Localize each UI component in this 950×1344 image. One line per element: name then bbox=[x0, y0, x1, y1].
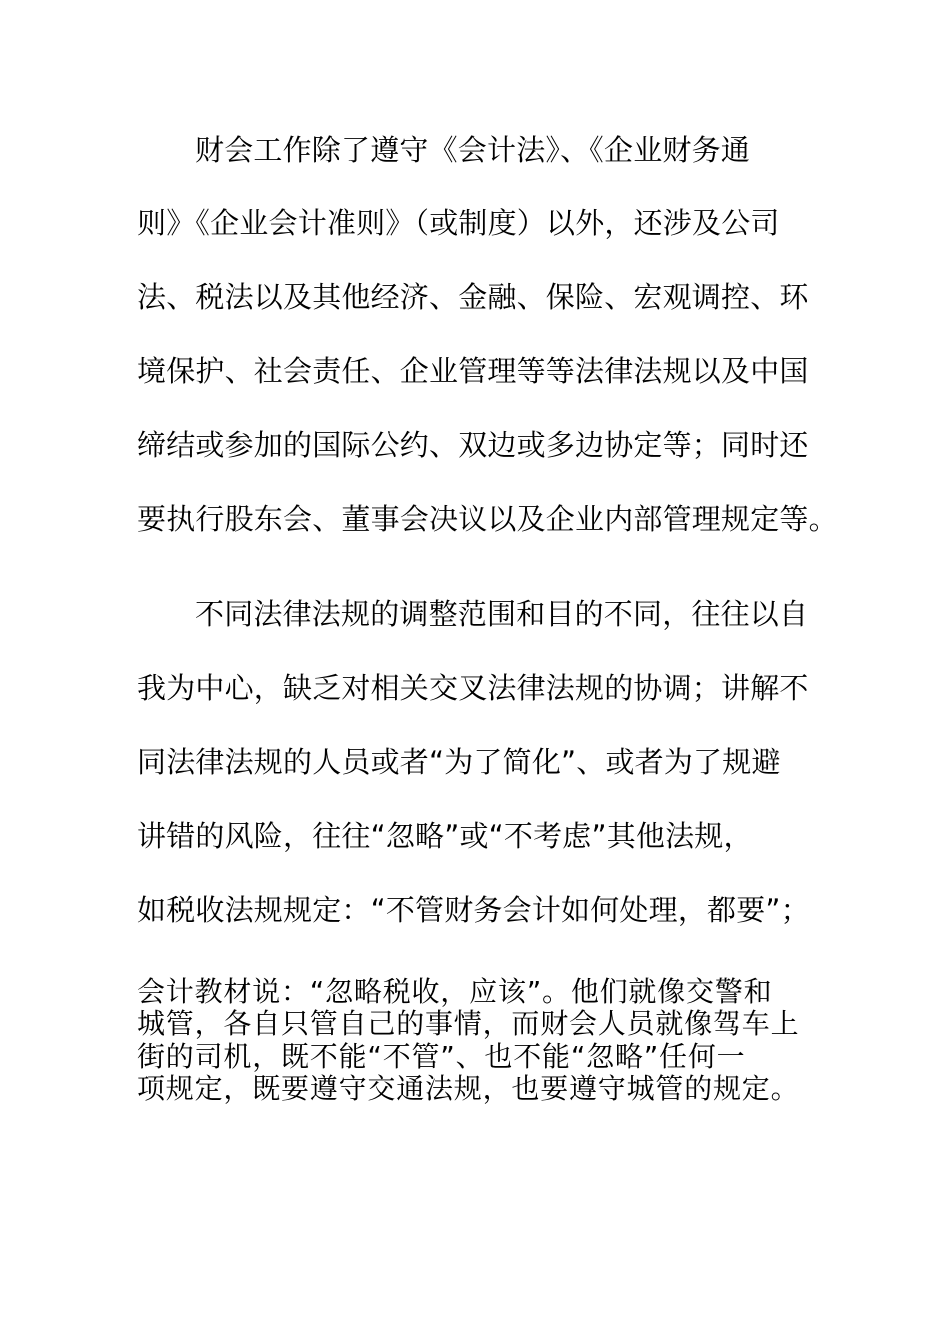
text-line: 会计教材说：“忽略税收，应该”。他们就像交警和 bbox=[137, 975, 773, 1008]
text-line: 财会工作除了遵守《会计法》、《企业财务通 bbox=[195, 133, 751, 167]
text-line: 则》《企业会计准则》（或制度）以外，还涉及公司 bbox=[137, 206, 780, 240]
text-line: 我为中心，缺乏对相关交叉法律法规的协调；讲解不 bbox=[137, 671, 809, 705]
text-line: 如税收法规规定：“不管财务会计如何处理，都要”； bbox=[137, 893, 810, 927]
text-line: 境保护、社会责任、企业管理等等法律法规以及中国 bbox=[137, 354, 809, 388]
text-line: 要执行股东会、董事会决议以及企业内部管理规定等。 bbox=[137, 502, 838, 536]
text-line: 街的司机，既不能“不管”、也不能“忽略”任何一 bbox=[137, 1040, 746, 1073]
text-line: 城管，各自只管自己的事情，而财会人员就像驾车上 bbox=[137, 1007, 800, 1040]
text-line: 不同法律法规的调整范围和目的不同，往往以自 bbox=[195, 597, 809, 631]
text-line: 项规定，既要遵守交通法规，也要遵守城管的规定。 bbox=[137, 1072, 800, 1105]
text-line: 同法律法规的人员或者“为了简化”、或者为了规避 bbox=[137, 745, 781, 779]
text-line: 法、税法以及其他经济、金融、保险、宏观调控、环 bbox=[137, 280, 809, 314]
text-line: 缔结或参加的国际公约、双边或多边协定等；同时还 bbox=[137, 428, 809, 462]
text-line: 讲错的风险，往往“忽略”或“不考虑”其他法规， bbox=[137, 819, 753, 853]
